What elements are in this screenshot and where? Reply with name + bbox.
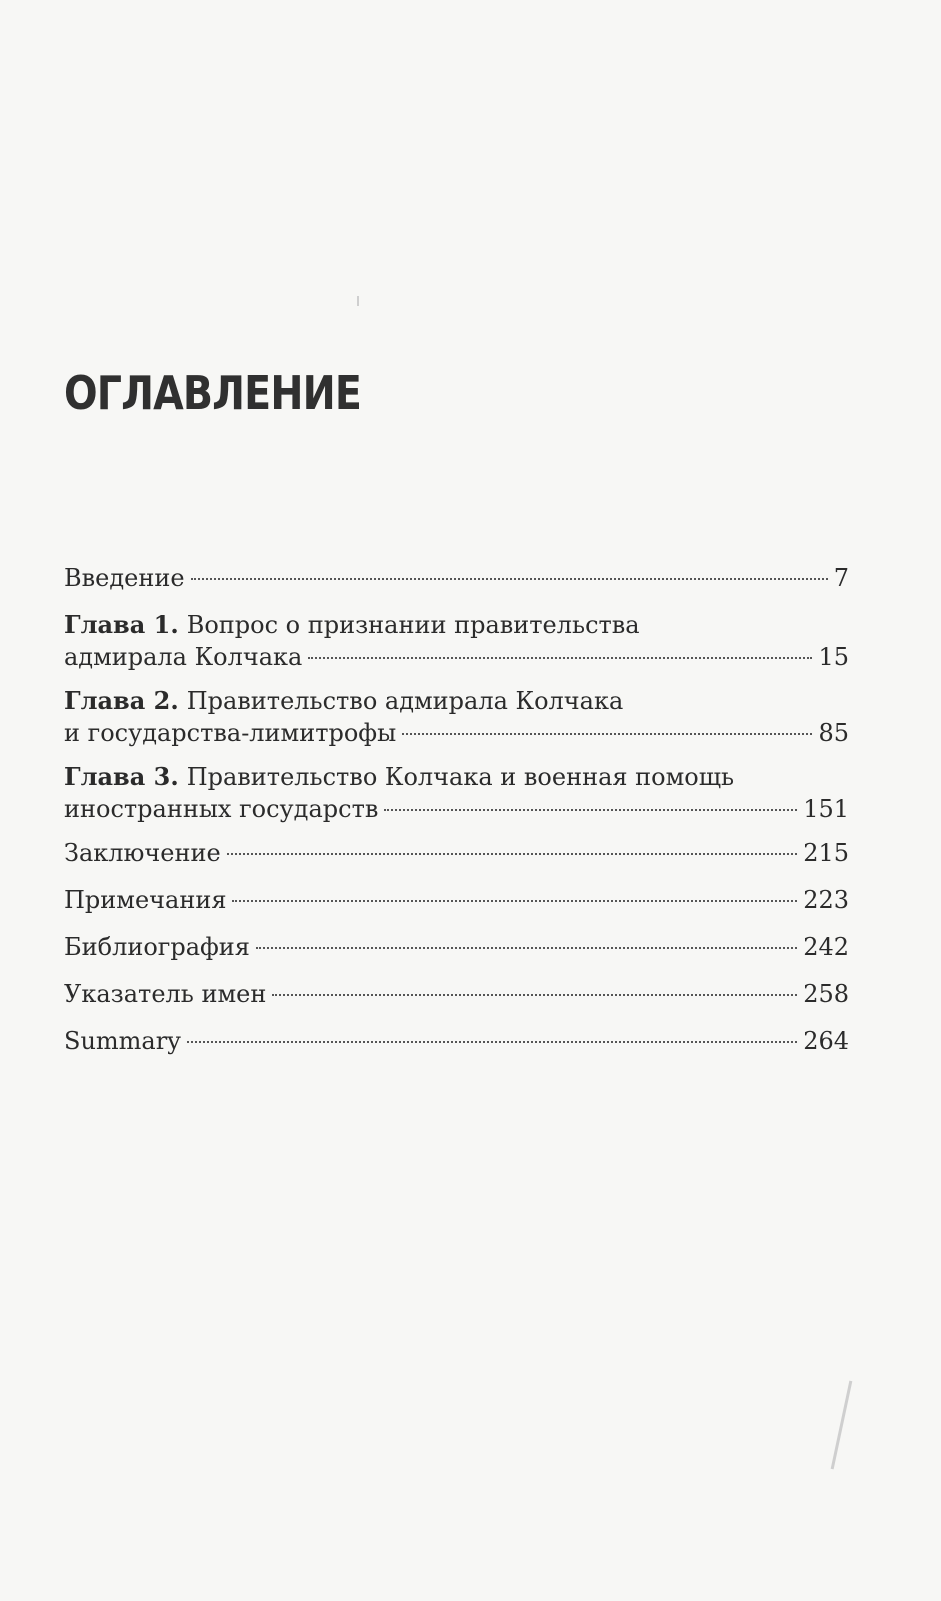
toc-entry-chapter-1[interactable] [64,609,849,673]
toc-entry-title-line-2: иностранных государств [64,795,379,823]
dot-leader [402,733,812,735]
toc-page-number: 223 [803,886,849,914]
toc-entry-summary[interactable] [64,1025,849,1057]
dot-leader [384,809,797,811]
scan-edge-mark [831,1381,853,1470]
toc-entry-bibliography[interactable] [64,931,849,963]
toc-entry-notes[interactable] [64,884,849,916]
page-title: ОГЛАВЛЕНИЕ [64,366,361,420]
toc-entry-intro[interactable] [64,562,849,594]
toc-entry-chapter-3[interactable] [64,761,849,825]
scan-artifact-mark [357,296,359,306]
toc-page-number: 258 [803,980,849,1008]
toc-entry-name-index[interactable] [64,978,849,1010]
dot-leader [187,1041,797,1043]
toc-entry-title: Примечания [64,886,227,914]
toc-entry-title: Summary [64,1027,181,1055]
table-of-contents [64,562,849,1072]
chapter-label: Глава 3. [64,762,179,791]
dot-leader [232,900,797,902]
toc-entry-title-line-2: адмирала Колчака [64,643,303,671]
toc-entry-title-line-1: Правительство Колчака и военная помощь [186,763,735,791]
toc-entry-title: Библиография [64,933,250,961]
toc-entry-chapter-2[interactable] [64,685,849,749]
chapter-label: Глава 2. [64,686,179,715]
dot-leader [227,853,798,855]
toc-entry-conclusion[interactable] [64,837,849,869]
toc-page-number: 151 [803,795,849,823]
dot-leader [191,578,828,580]
chapter-label: Глава 1. [64,610,179,639]
toc-entry-title: Указатель имен [64,980,267,1008]
toc-page-number: 264 [803,1027,849,1055]
toc-entry-title-line-2: и государства-лимитрофы [64,719,397,747]
toc-entry-title-line-1: Вопрос о признании правительства [186,611,640,639]
toc-entry-title-line-1: Правительство адмирала Колчака [186,687,624,715]
toc-page-number: 215 [803,839,849,867]
toc-entry-title: Заключение [64,839,221,867]
toc-page-number: 242 [803,933,849,961]
dot-leader [308,657,812,659]
dot-leader [272,994,797,996]
toc-page-number: 7 [833,564,849,592]
dot-leader [256,947,797,949]
toc-page-number: 15 [818,643,849,671]
toc-page-number: 85 [818,719,849,747]
toc-entry-title: Введение [64,564,185,592]
